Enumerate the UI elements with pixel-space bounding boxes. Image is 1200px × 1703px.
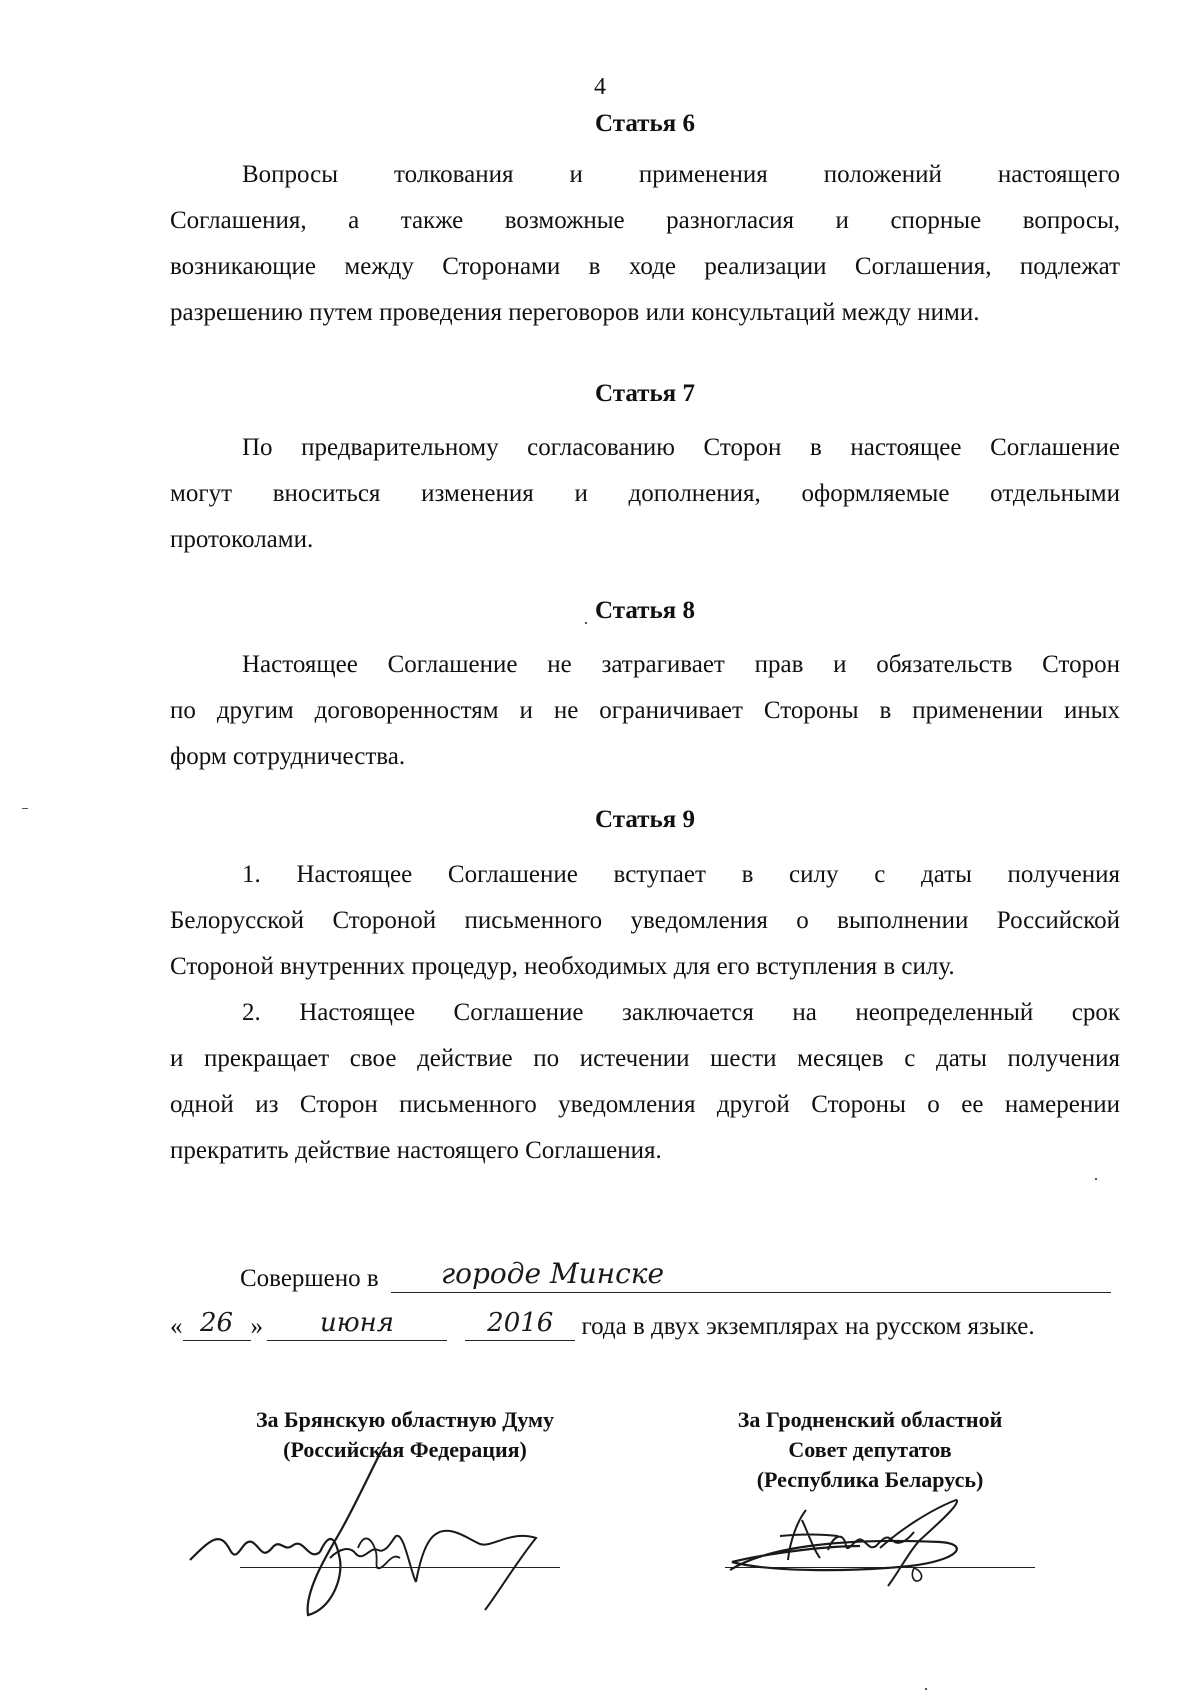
- signing-place-label: Совершено в: [240, 1265, 379, 1292]
- open-quote: «: [170, 1313, 183, 1340]
- text-line: Настоящее Соглашение не затрагивает прав и обязательств Сторон: [242, 651, 1120, 678]
- signing-date-line: [170, 1308, 1035, 1341]
- text-line: возникающие между Сторонами в ходе реализации Соглашения, подлежат: [170, 253, 1120, 280]
- signing-place-line: [240, 1258, 1111, 1293]
- date-day-handwritten: 26: [199, 1308, 234, 1338]
- article-8-heading: Статья 8: [595, 597, 695, 624]
- text-line: протоколами.: [170, 526, 314, 553]
- article-7-heading: Статья 7: [595, 380, 695, 407]
- signing-place-field: [391, 1258, 1111, 1293]
- signatory-line: За Брянскую областную Думу: [255, 1407, 555, 1432]
- date-year-field: [465, 1308, 575, 1341]
- signature-right: [710, 1450, 1040, 1600]
- text-line: Соглашения, а также возможные разногласия и спорные вопросы,: [170, 207, 1120, 234]
- text-line: могут вноситься изменения и дополнения, оформляемые отдельными: [170, 480, 1120, 507]
- signing-suffix: года в двух экземплярах на русском языке.: [581, 1313, 1035, 1340]
- signatory-line: (Российская Федерация): [283, 1437, 527, 1462]
- date-day-field: [183, 1308, 251, 1341]
- text-line: Вопросы толкования и применения положений настоящего: [242, 161, 1120, 188]
- text-line: одной из Сторон письменного уведомления другой Стороны о ее намерении: [170, 1091, 1120, 1118]
- date-year-handwritten: 2016: [487, 1308, 554, 1338]
- article-9-heading: Статья 9: [595, 806, 695, 833]
- signing-place-handwritten: городе Минске: [440, 1257, 665, 1290]
- text-line: Белорусской Стороной письменного уведомления о выполнении Российской: [170, 907, 1120, 934]
- text-line: по другим договоренностям и не ограничивает Стороны в применении иных: [170, 697, 1120, 724]
- scan-speck: [925, 1688, 927, 1690]
- article-6-text: [170, 152, 1120, 336]
- text-line: форм сотрудничества.: [170, 743, 406, 770]
- article-9-text: [170, 852, 1120, 1174]
- article-6-heading: Статья 6: [595, 110, 695, 137]
- text-line: 2. Настоящее Соглашение заключается на неопределенный срок: [242, 999, 1120, 1026]
- scan-speck: [1095, 1178, 1097, 1180]
- text-line: прекратить действие настоящего Соглашения.: [170, 1137, 662, 1164]
- signatory-line: (Республика Беларусь): [756, 1467, 984, 1492]
- page-number: 4: [594, 74, 606, 100]
- text-line: По предварительному согласованию Сторон в настоящее Соглашение: [242, 434, 1120, 461]
- article-7-text: [170, 425, 1120, 563]
- signatory-line: Совет депутатов: [788, 1437, 952, 1462]
- text-line: 1. Настоящее Соглашение вступает в силу с даты получения: [242, 861, 1120, 888]
- article-8-text: [170, 642, 1120, 780]
- scan-speck: [585, 622, 587, 624]
- text-line: разрешению путем проведения переговоров или консультаций между ними.: [170, 299, 980, 326]
- close-quote: »: [250, 1313, 263, 1340]
- text-line: и прекращает свое действие по истечении шести месяцев с даты получения: [170, 1045, 1120, 1072]
- signatory-line: За Гродненский областной: [737, 1407, 1003, 1432]
- signature-left: [180, 1420, 600, 1620]
- date-month-handwritten: июня: [320, 1308, 394, 1338]
- scan-speck: [22, 808, 28, 809]
- date-month-field: [267, 1308, 447, 1341]
- text-line: Стороной внутренних процедур, необходимых для его вступления в силу.: [170, 953, 955, 980]
